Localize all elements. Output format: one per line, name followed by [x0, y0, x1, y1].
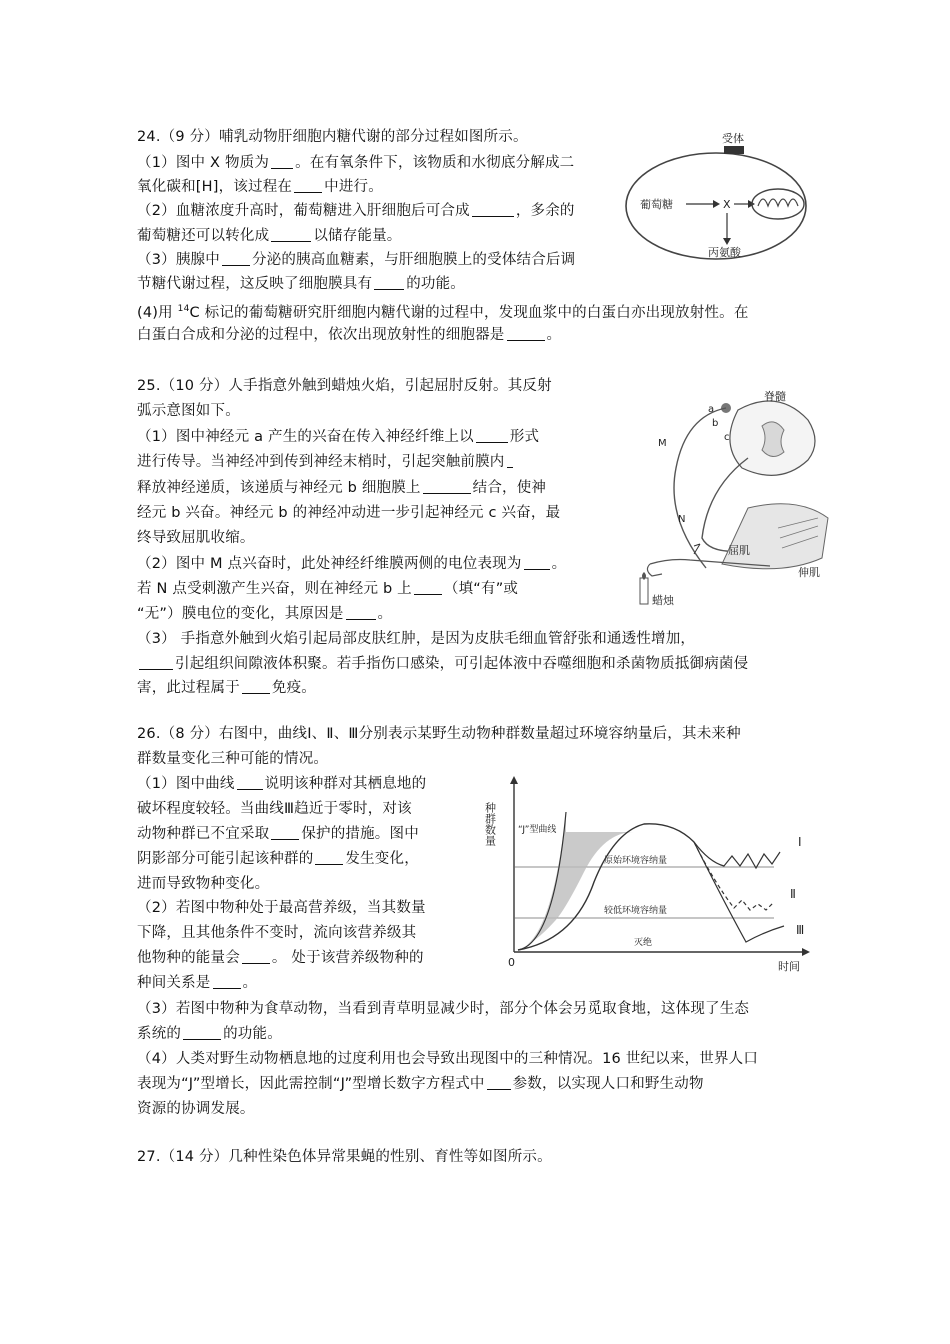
q25-line-1: 25.（10 分）人手指意外触到蜡烛火焰，引起屈肘反射。其反射: [137, 378, 552, 394]
q26-line-14: （4）人类对野生动物栖息地的过度利用也会导致出现图中的三种情况。16 世纪以来，世界人口: [137, 1051, 759, 1067]
q26-line-13: 系统的 的功能。: [137, 1026, 282, 1042]
q24-line-7: 节糖代谢过程，这反映了细胞膜具有 的功能。: [137, 276, 466, 292]
answer-blank[interactable]: [315, 850, 343, 865]
svg-text:a: a: [708, 404, 715, 415]
answer-blank[interactable]: [139, 655, 173, 670]
answer-blank[interactable]: [271, 154, 293, 169]
q24-line-8: (4)用 $^{14}$C 标记的葡萄糖研究肝细胞内糖代谢的过程中，发现血浆中的白蛋白亦出现放射性。在: [137, 304, 749, 321]
q26-line-15: 表现为“J”型增长，因此需控制“J”型增长数字方程式中 参数，以实现人口和野生动物: [137, 1076, 704, 1092]
svg-text:c: c: [724, 432, 730, 443]
q26-line-10: 他物种的能量会 。 处于该营养级物种的: [137, 950, 424, 966]
q26-line-4: 破坏程度较轻。当曲线Ⅲ趋近于零时，对该: [137, 801, 412, 817]
q24-line-1: 24.（9 分）哺乳动物肝细胞内糖代谢的部分过程如图所示。: [137, 129, 528, 145]
q24-line-6: （3）胰腺中 分泌的胰高血糖素，与肝细胞膜上的受体结合后调: [137, 252, 576, 268]
x-axis-label: 时间: [778, 960, 800, 973]
curve-3-label: Ⅲ: [796, 923, 805, 937]
q24-line-4: （2）血糖浓度升高时，葡萄糖进入肝细胞后可合成 ，多余的: [137, 203, 575, 219]
q25-line-11: （3） 手指意外触到火焰引起局部皮肤红肿，是因为皮肤毛细血管舒张和通透性增加，: [137, 631, 696, 647]
q25-line-3: （1）图中神经元 a 产生的兴奋在传入神经纤维上以 形式: [137, 429, 540, 445]
q25-line-6: 经元 b 兴奋。神经元 b 的神经冲动进一步引起神经元 c 兴奋，最: [137, 505, 561, 521]
q25-line-13: 害，此过程属于 免疫。: [137, 680, 317, 696]
answer-blank[interactable]: [242, 949, 270, 964]
answer-blank[interactable]: [183, 1025, 221, 1040]
origin-label: 0: [508, 956, 515, 969]
q24-line-5: 葡萄糖还可以转化成 以储存能量。: [137, 228, 402, 244]
q26-line-16: 资源的协调发展。: [137, 1101, 255, 1117]
liver-cell-figure: [618, 126, 814, 276]
receptor-mark: [724, 146, 744, 154]
answer-blank[interactable]: [242, 679, 270, 694]
answer-blank[interactable]: [271, 825, 299, 840]
q25-line-7: 终导致屈肌收缩。: [137, 530, 255, 546]
x-label: X: [723, 198, 731, 211]
mitochondrion-outer: [752, 189, 804, 219]
q26-line-11: 种间关系是 。: [137, 975, 258, 991]
flexor-label: 屈肌: [728, 544, 750, 557]
answer-blank[interactable]: [271, 227, 311, 242]
q25-line-9: 若 N 点受刺激产生兴奋，则在神经元 b 上 （填“有”或: [137, 581, 519, 597]
answer-blank[interactable]: [487, 1075, 511, 1090]
q27-line-1: 27.（14 分）几种性染色体异常果蝇的性别、育性等如图所示。: [137, 1149, 552, 1165]
q26-line-9: 下降，且其他条件不变时，流向该营养级其: [137, 925, 417, 941]
original-k-label: 原始环境容纳量: [604, 856, 668, 866]
answer-blank[interactable]: [346, 605, 376, 620]
answer-blank[interactable]: [476, 428, 508, 443]
candle-label: 蜡烛: [652, 594, 674, 607]
q25-line-8: （2）图中 M 点兴奋时，此处神经纤维膜两侧的电位表现为 。: [137, 556, 567, 572]
spinal-label: 脊髓: [764, 390, 786, 403]
y-axis-label: 种群数量: [484, 802, 497, 846]
q26-line-12: （3）若图中物种为食草动物，当看到青草明显减少时，部分个体会另觅取食地，这体现了生态: [137, 1001, 750, 1017]
receptor-label: 受体: [722, 132, 744, 145]
point-n-label: N: [678, 514, 686, 525]
extinct-label: 灭绝: [634, 938, 653, 948]
hand: [647, 564, 662, 576]
q24-line-2: （1）图中 X 物质为 。在有氧条件下，该物质和水彻底分解成二: [137, 155, 575, 171]
q25-line-5: 释放神经递质，该递质与神经元 b 细胞膜上 结合，使神: [137, 480, 547, 496]
candle: [640, 578, 648, 604]
extensor-label: 伸肌: [798, 566, 820, 579]
answer-blank[interactable]: [507, 453, 513, 468]
j-curve-label: “J”型曲线: [518, 825, 557, 835]
q25-line-12: 引起组织间隙液体积聚。若手指伤口感染，可引起体液中吞噬细胞和杀菌物质抵御病菌侵: [137, 654, 748, 674]
pyruvate-label: 丙氨酸: [708, 246, 741, 259]
answer-blank[interactable]: [222, 251, 250, 266]
svg-text:b: b: [712, 418, 719, 429]
answer-blank[interactable]: [374, 275, 404, 290]
q26-line-8: （2）若图中物种处于最高营养级，当其数量: [137, 900, 426, 916]
answer-blank[interactable]: [507, 326, 545, 341]
q25-line-2: 弧示意图如下。: [137, 403, 240, 419]
mitochondrion-cristae: [758, 199, 798, 206]
answer-blank[interactable]: [213, 974, 241, 989]
q26-line-3: （1）图中曲线 说明该种群对其栖息地的: [137, 776, 427, 792]
reflex-arc-figure: [628, 378, 832, 610]
q24-line-3: 氧化碳和[H]，该过程在 中进行。: [137, 179, 383, 195]
curve-1: [694, 842, 780, 868]
q26-line-1: 26.（8 分）右图中，曲线Ⅰ、Ⅱ、Ⅲ分别表示某野生动物种群数量超过环境容纳量后，其未来种: [137, 726, 741, 742]
answer-blank[interactable]: [472, 202, 514, 217]
q26-line-6: 阴影部分可能引起该种群的 发生变化，: [137, 851, 419, 867]
answer-blank[interactable]: [294, 178, 322, 193]
point-m-label: M: [658, 438, 667, 449]
arm-muscle: [722, 504, 828, 569]
lower-k-label: 较低环境容纳量: [604, 906, 668, 916]
curve-2-label: Ⅱ: [790, 887, 796, 901]
q26-line-5: 动物种群已不宜采取 保护的措施。图中: [137, 826, 419, 842]
q25-line-4: 进行传导。当神经冲到传到神经末梢时，引起突触前膜内: [137, 452, 515, 472]
glucose-label: 葡萄糖: [640, 198, 673, 211]
q25-line-10: “无”）膜电位的变化，其原因是 。: [137, 606, 393, 622]
answer-blank[interactable]: [414, 580, 442, 595]
answer-blank[interactable]: [423, 479, 471, 494]
curve-1-label: Ⅰ: [798, 835, 802, 849]
answer-blank[interactable]: [237, 775, 263, 790]
q26-line-2: 群数量变化三种可能的情况。: [137, 751, 329, 767]
q24-line-9: 白蛋白合成和分泌的过程中，依次出现放射性的细胞器是 。: [137, 327, 562, 343]
curve-2: [694, 842, 774, 910]
population-curve-figure: [484, 772, 820, 982]
q26-line-7: 进而导致物种变化。: [137, 876, 270, 892]
answer-blank[interactable]: [524, 555, 550, 570]
